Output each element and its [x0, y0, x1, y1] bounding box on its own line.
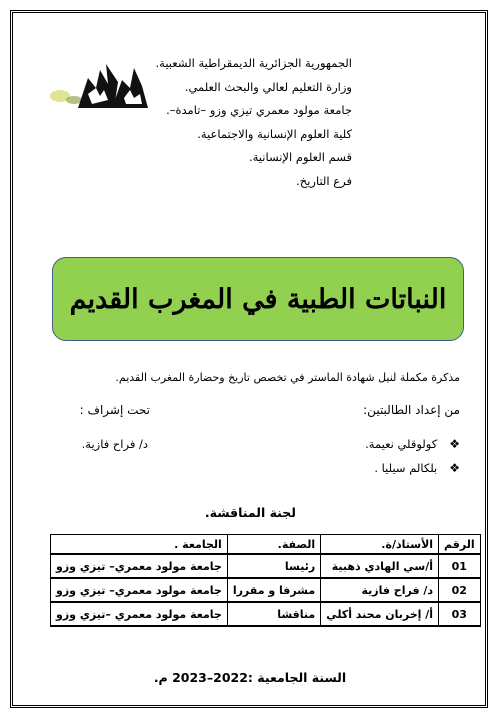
thesis-title: النباتات الطبية في المغرب القديم — [69, 283, 447, 315]
table-row — [51, 578, 481, 602]
student-item — [365, 437, 460, 451]
col-header-university: الجامعة . — [51, 535, 228, 555]
institution-header — [102, 56, 352, 198]
header-line-branch: فرع التاريخ. — [296, 173, 352, 188]
table-row — [51, 602, 481, 626]
cell-role: مشرفا و مقررا — [227, 578, 320, 602]
table-row — [51, 554, 481, 578]
col-header-number: الرقم — [439, 535, 481, 555]
col-header-professor: الأستاذ/ة. — [321, 535, 439, 555]
prepared-by-label: من إعداد الطالبتين: — [363, 403, 460, 417]
cell-number: 01 — [439, 554, 481, 578]
header-line-department: قسم العلوم الإنسانية. — [248, 150, 352, 165]
student-item — [374, 461, 460, 475]
jury-header-row — [51, 535, 481, 555]
cell-professor: أ/سي الهادي ذهبية — [321, 554, 439, 578]
cell-university: جامعة مولود معمري– تيزي وزو — [51, 554, 228, 578]
cell-number: 03 — [439, 602, 481, 626]
academic-year: السنة الجامعية :2022–2023 م. — [153, 670, 347, 685]
jury-table — [50, 534, 481, 627]
committee-title: لجنة المناقشة. — [204, 505, 296, 520]
header-line-faculty: كلية العلوم الإنسانية والاجتماعية. — [197, 126, 352, 141]
thesis-title-box — [52, 257, 464, 341]
cell-role: مناقشا — [227, 602, 320, 626]
cell-professor: د/ فراح فازية — [321, 578, 439, 602]
header-line-ministry: وزارة التعليم لعالي والبحث العلمي. — [184, 79, 352, 94]
memo-description: مذكرة مكملة لنيل شهادة الماستر في تخصص تاريخ وحضارة المغرب القديم. — [115, 371, 460, 384]
bullet-icon: ❖ — [449, 461, 460, 475]
cell-university: جامعة مولود معمري –تيزي وزو — [51, 602, 228, 626]
header-line-university: جامعة مولود معمري تيزي وزو –تامدة–. — [166, 103, 352, 118]
header-line-republic: الجمهورية الجزائرية الديمقراطية الشعبية. — [155, 56, 352, 70]
supervisor-label: تحت إشراف : — [79, 403, 150, 417]
cell-number: 02 — [439, 578, 481, 602]
col-header-role: الصفة. — [227, 535, 320, 555]
supervisor-name: د/ فراح فازية. — [81, 437, 148, 451]
bullet-icon: ❖ — [449, 437, 460, 451]
student-name: بلكالم سيليا . — [374, 461, 438, 475]
cell-professor: أ/ إخربان محند أكلي — [321, 602, 439, 626]
cell-role: رئيسا — [227, 554, 320, 578]
student-name: كولوقلي نعيمة. — [365, 437, 438, 451]
cell-university: جامعة مولود معمري– تيزي وزو — [51, 578, 228, 602]
